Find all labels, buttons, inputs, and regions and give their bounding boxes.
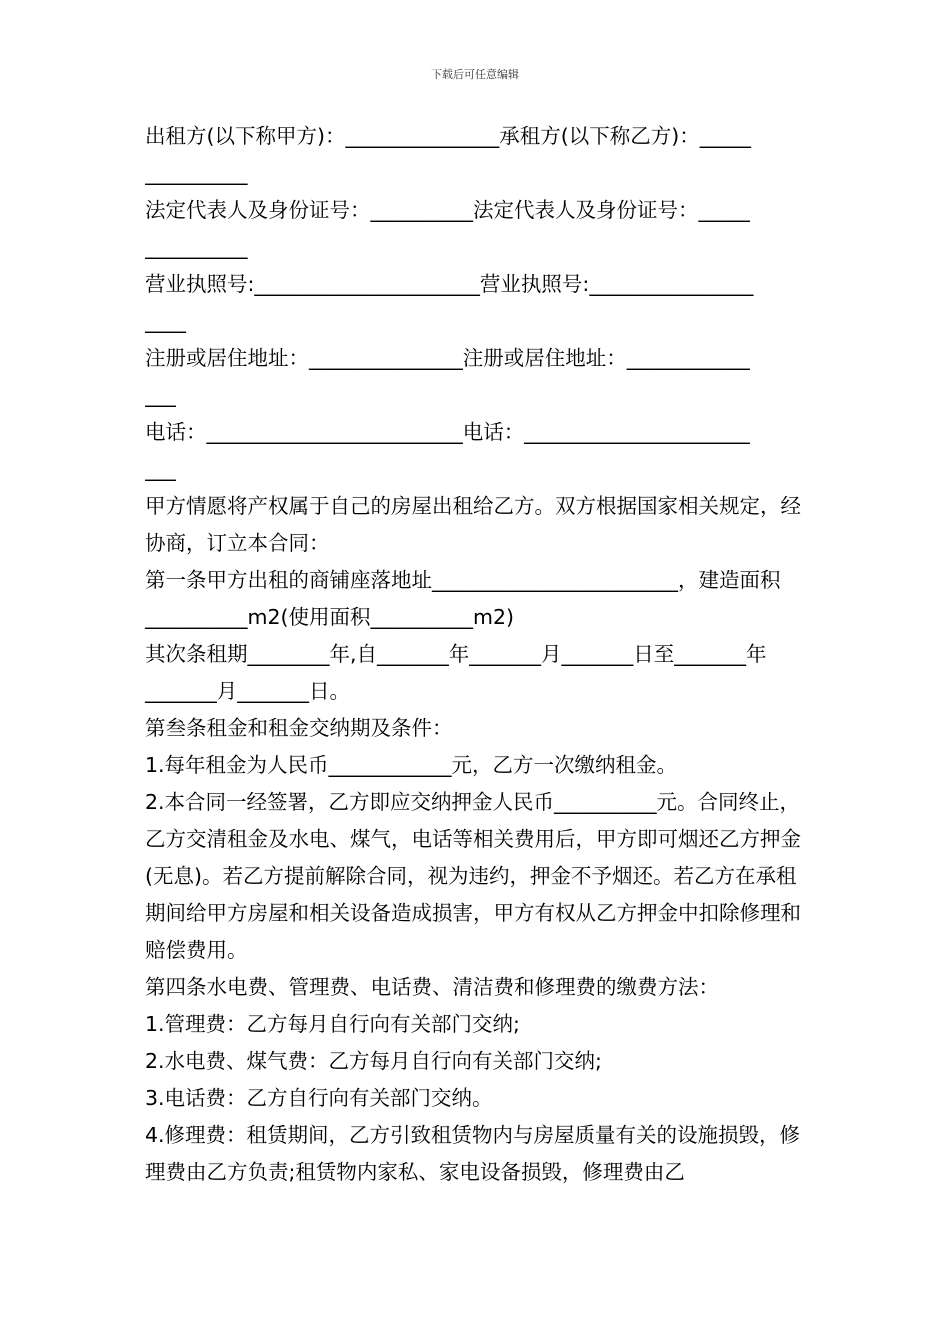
party-line-4-cont: ___ [145, 383, 176, 407]
article-4-item-3: 3.电话费：乙方自行向有关部门交纳。 [145, 1086, 493, 1110]
article-4-item-2: 2.水电费、煤气费：乙方每月自行向有关部门交纳; [145, 1049, 602, 1073]
party-line-3-cont: ____ [145, 309, 186, 333]
page-header: 下载后可任意编辑 [431, 68, 519, 81]
party-line-4: 注册或居住地址：_______________注册或居住地址：____________ [145, 346, 750, 370]
article-3-item-1: 1.每年租金为人民币____________元，乙方一次缴纳租金。 [145, 753, 678, 777]
party-line-1-cont: __________ [145, 161, 248, 185]
article-3-title: 第叁条租金和租金交纳期及条件： [145, 716, 453, 740]
party-line-1: 出租方(以下称甲方)：_______________承租方(以下称乙方)：_____ [145, 124, 751, 148]
contract-body [145, 118, 805, 1191]
intro-paragraph: 甲方情愿将产权属于自己的房屋出租给乙方。双方根据国家相关规定，经协商，订立本合同： [145, 494, 801, 555]
article-3-item-2: 2.本合同一经签署，乙方即应交纳押金人民币__________元。合同终止，乙方交清租金及水电、煤气，电话等相关费用后，甲方即可烟还乙方押金(无息)。若乙方提前解除合同，视为违约，押金不予烟还。若乙方在承租期间给甲方房屋和相关设备造成损害，甲方有权从乙方押金中扣除修理和赔偿费用。 [145, 790, 801, 962]
article-2: 其次条租期________年,自_______年_______月_______日至_______年_______月_______日。 [145, 642, 767, 703]
party-line-2-cont: __________ [145, 235, 248, 259]
party-line-5: 电话：_________________________电话：______________________ [145, 420, 750, 444]
party-line-2: 法定代表人及身份证号：__________法定代表人及身份证号：_____ [145, 198, 750, 222]
party-line-3: 营业执照号:______________________营业执照号:________________ [145, 272, 754, 296]
article-1: 第一条甲方出租的商铺座落地址________________________，建造面积__________m2(使用面积__________m2) [145, 568, 781, 629]
article-4-title: 第四条水电费、管理费、电话费、清洁费和修理费的缴费方法： [145, 975, 719, 999]
article-4-item-4: 4.修理费：租赁期间，乙方引致租赁物内与房屋质量有关的设施损毁，修理费由乙方负责;租赁物内家私、家电设备损毁，修理费由乙 [145, 1123, 801, 1184]
article-4-item-1: 1.管理费：乙方每月自行向有关部门交纳; [145, 1012, 520, 1036]
party-line-5-cont: ___ [145, 457, 176, 481]
